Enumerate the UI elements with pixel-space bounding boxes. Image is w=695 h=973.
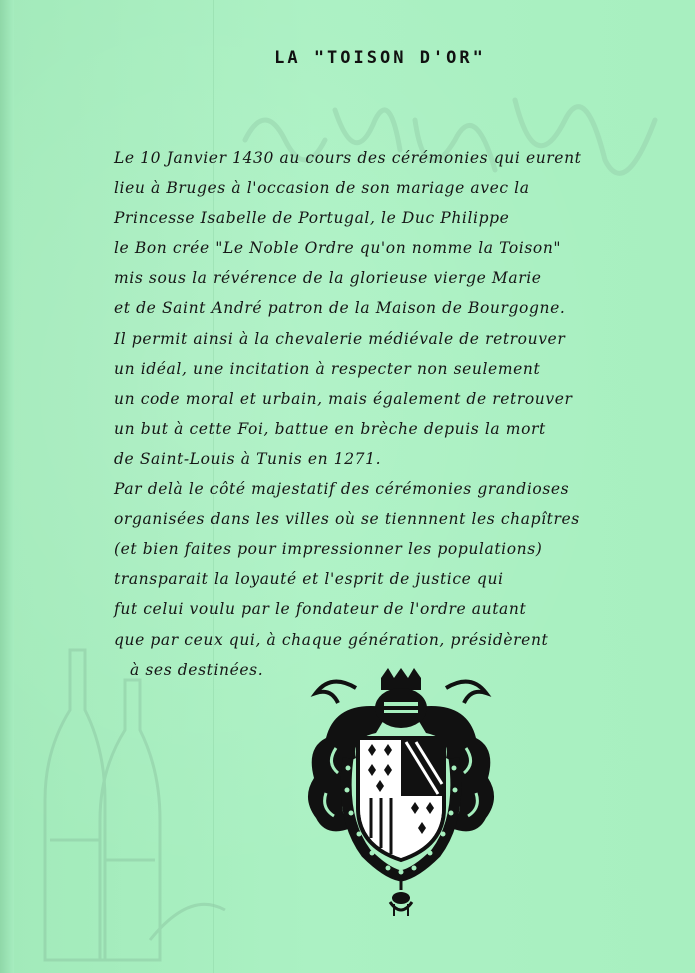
text-line: (et bien faites pour impressionner les populations) bbox=[114, 540, 543, 559]
body-text bbox=[114, 143, 674, 685]
text-line: Il permit ainsi à la chevalerie médiévale de retrouver bbox=[114, 329, 566, 348]
page-title: LA "TOISON D'OR" bbox=[274, 48, 486, 68]
text-line: un but à cette Foi, battue en brèche depuis la mort bbox=[114, 419, 546, 438]
text-line: un idéal, une incitation à respecter non seulement bbox=[114, 359, 541, 378]
text-line: et de Saint André patron de la Maison de Bourgogne. bbox=[114, 299, 566, 318]
text-line: Princesse Isabelle de Portugal, le Duc Philippe bbox=[114, 209, 510, 228]
text-line: de Saint-Louis à Tunis en 1271. bbox=[114, 449, 382, 468]
text-line: fut celui voulu par le fondateur de l'ordre autant bbox=[114, 600, 527, 619]
text-line: le Bon crée "Le Noble Ordre qu'on nomme la Toison" bbox=[114, 239, 562, 258]
paper-edge bbox=[0, 0, 14, 973]
coat-of-arms-image bbox=[296, 668, 506, 924]
text-line: lieu à Bruges à l'occasion de son mariage avec la bbox=[114, 179, 530, 198]
text-line: que par ceux qui, à chaque génération, présidèrent bbox=[114, 630, 549, 649]
text-line: organisées dans les villes où se tiennnent les chapîtres bbox=[114, 510, 580, 529]
text-line: Par delà le côté majestatif des cérémonies grandioses bbox=[114, 480, 570, 499]
text-line: transparait la loyauté et l'esprit de justice qui bbox=[114, 570, 504, 589]
text-line: un code moral et urbain, mais également de retrouver bbox=[114, 389, 573, 408]
show-through-bottle-image bbox=[30, 640, 230, 970]
text-line: Le 10 Janvier 1430 au cours des cérémonies qui eurent bbox=[114, 149, 582, 167]
text-line: à ses destinées. bbox=[130, 660, 264, 679]
text-line: mis sous la révérence de la glorieuse vierge Marie bbox=[114, 269, 542, 288]
